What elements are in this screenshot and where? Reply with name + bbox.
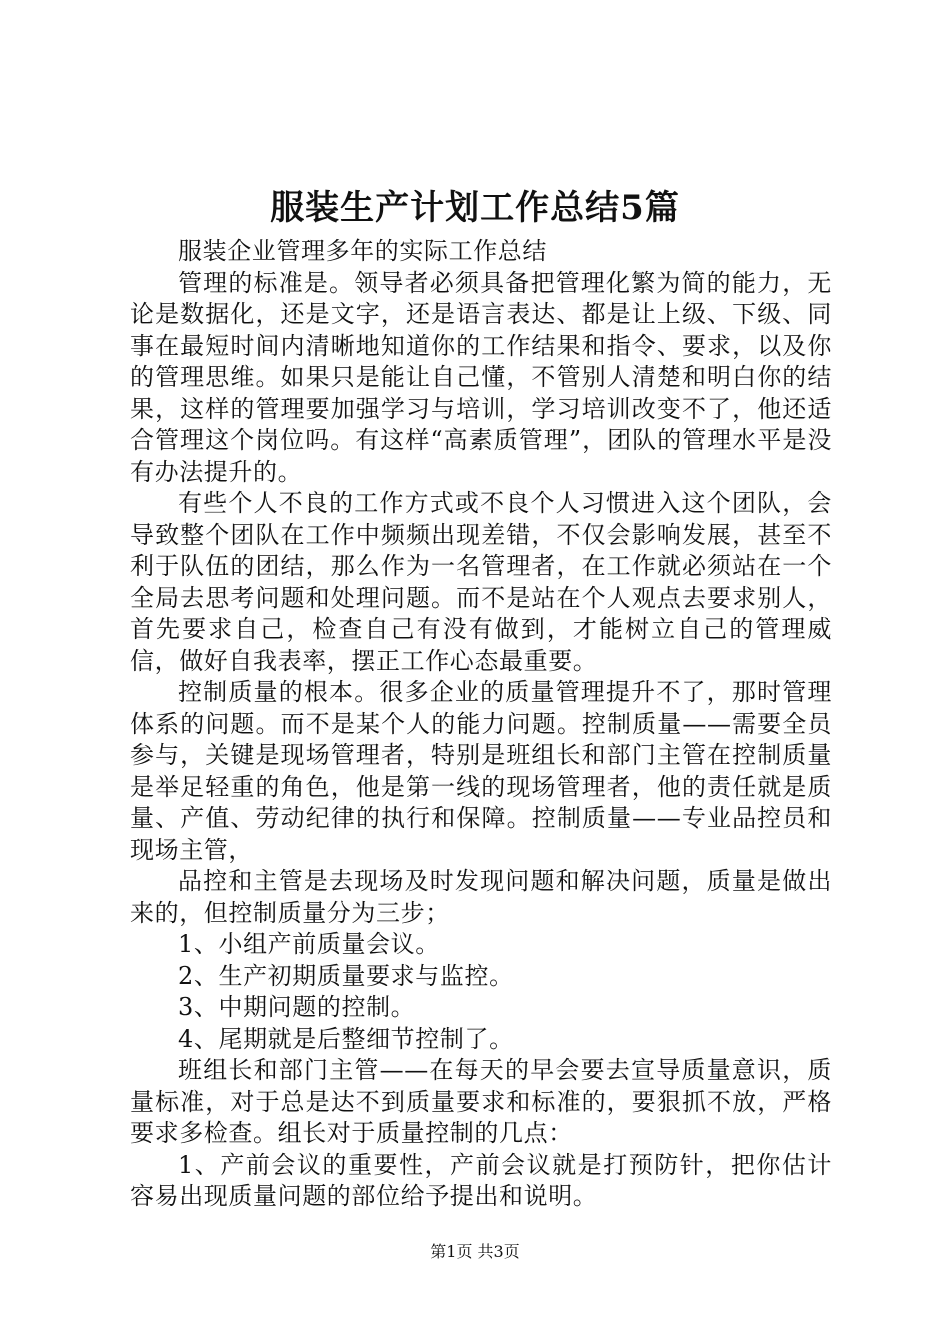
list-item-step-4: 4、尾期就是后整细节控制了。 [178,1024,514,1053]
list-item-step-1: 1、小组产前质量会议。 [178,930,440,958]
page-total: 共3页 [477,1242,520,1261]
page-footer [0,1241,950,1263]
paragraph-bad-habits: 有些个人不良的工作方式或不良个人习惯进入这个团队，会导致整个团队在工作中频频出现差错，不仅会影响发展，甚至不利于队伍的团结，那么作为一名管理者，在工作就必须站在一个全局去思考问题和处理问题。而不是站在个人观点去要求别人，首先要求自己，检查自己有没有做到，才能树立自己的管理威信，做好自我表率，摆正工作心态最重要。 [130,489,832,675]
paragraph-quality-control: 控制质量的根本。很多企业的质量管理提升不了，那时管理体系的问题。而不是某个人的能力问题。控制质量——需要全员参与，关键是现场管理者，特别是班组长和部门主管在控制质量是举足轻重的角色，他是第一线的现场管理者，他的责任就是质量、产值、劳动纪律的执行和保障。控制质量——专业品控员和现场主管， [130,678,832,864]
paragraph-subtitle: 服装企业管理多年的实际工作总结 [178,237,547,265]
page-number: 第1页 [430,1242,473,1261]
document-body [130,236,832,1213]
document-title: 服装生产计划工作总结5篇 [270,188,680,228]
paragraph-team-leaders: 班组长和部门主管——在每天的早会要去宣导质量意识，质量标准，对于总是达不到质量要求和标准的，要狠抓不放，严格要求多检查。组长对于质量控制的几点： [130,1056,832,1147]
list-item-preproduction-meeting: 1、产前会议的重要性，产前会议就是打预防针，把你估计容易出现质量问题的部位给予提出和说明。 [130,1150,832,1210]
paragraph-management-standard: 管理的标准是。领导者必须具备把管理化繁为简的能力，无论是数据化，还是文字，还是语言表达、都是让上级、下级、同事在最短时间内清晰地知道你的工作结果和指令、要求，以及你的管理思维。如果只是能让自己懂，不管别人清楚和明白你的结果，这样的管理要加强学习与培训，学习培训改变不了，他还适合管理这个岗位吗。有这样“高素质管理”，团队的管理水平是没有办法提升的。 [130,268,832,486]
paragraph-quality-steps: 品控和主管是去现场及时发现问题和解决问题，质量是做出来的，但控制质量分为三步； [130,867,832,927]
list-item-step-2: 2、生产初期质量要求与监控。 [178,961,514,990]
list-item-step-3: 3、中期问题的控制。 [178,993,416,1021]
